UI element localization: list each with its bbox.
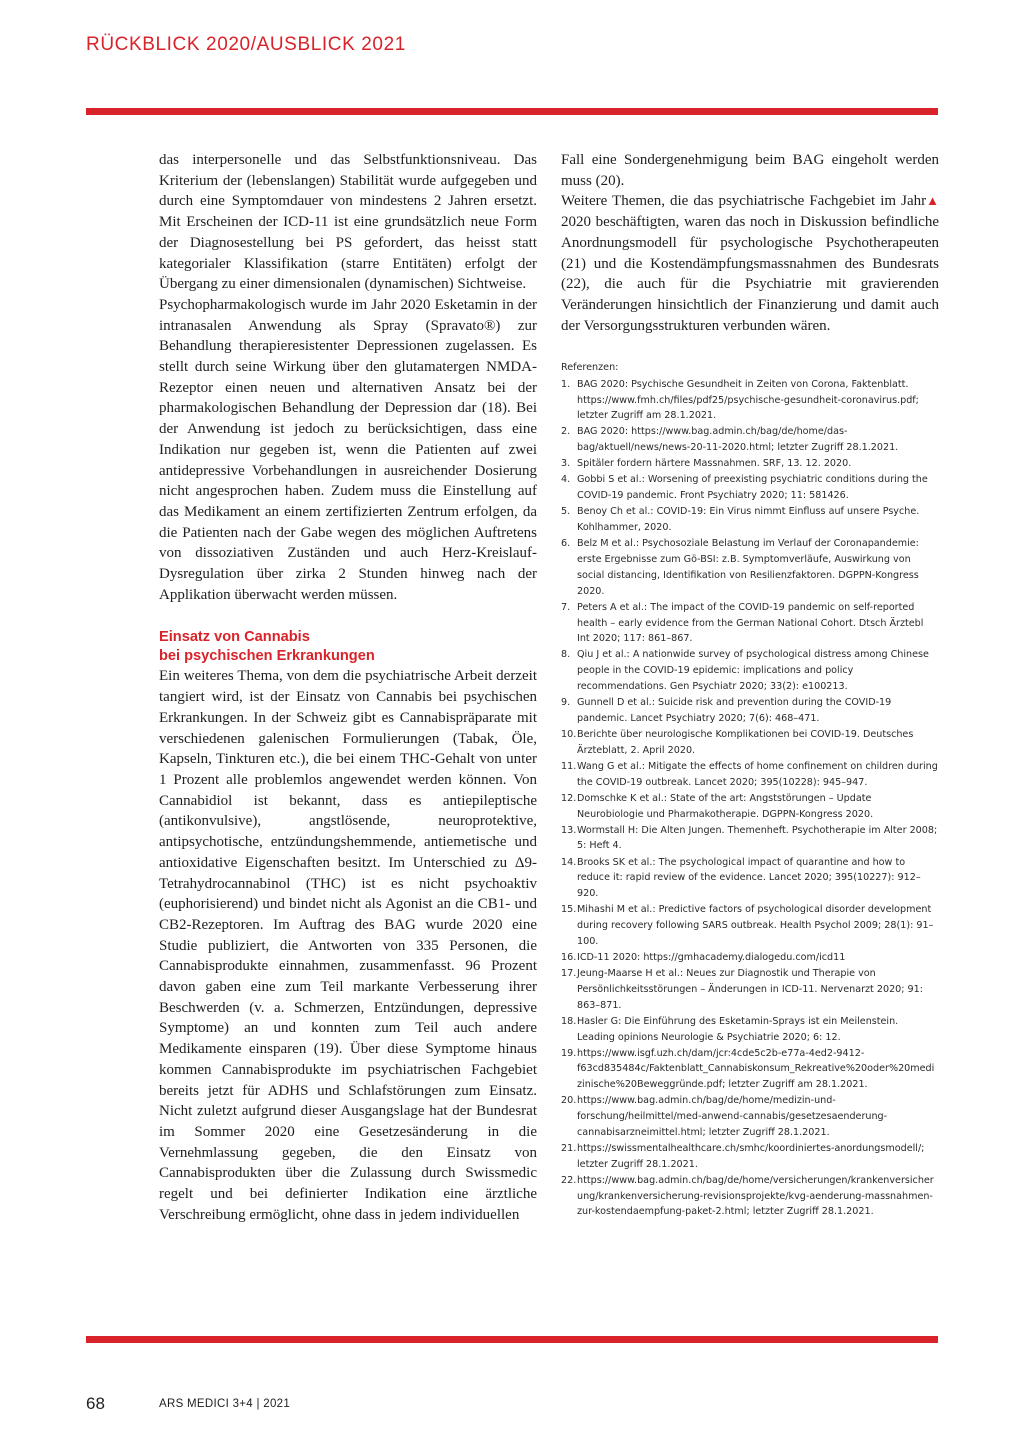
reference-item xyxy=(561,504,939,536)
reference-text: Wormstall H: Die Alten Jungen. Themenheft. Psychotherapie im Alter 2008; 5: Heft 4. xyxy=(577,824,938,852)
footer-rule xyxy=(86,1336,938,1343)
reference-text: Jeung-Maarse H et al.: Neues zur Diagnostik und Therapie von Persönlichkeitsstörungen – Änderungen in ICD-11. Nervenarzt 2020; 91: 863–871. xyxy=(577,968,924,1011)
body-paragraph: Psychopharmakologisch wurde im Jahr 2020 Esketamin in der intranasalen Anwendung als Spray (Spravato®) zur Behandlung therapieresistenter Depressionen zugelassen. Es stellt durch seine Wirkung über den glutamatergen NMDA-Rezeptor einen neuen und alternativen Ansatz bei der pharmakologischen Behandlung der Depression dar (18). Bei der Anwendung ist jedoch zu berücksichtigen, dass eine Indikation nur gegeben ist, wenn die Patienten auf zwei antidepressive Vorbehandlungen in ausreichender Dosierung nicht angesprochen haben. Zudem muss die Einstellung auf das Medikament an einem zertifizierten Zentrum erfolgen, da die Patienten nach der Gabe wegen des möglichen Auftretens von dissoziativen Zuständen und auch Herz-Kreislauf-Dysregulation über zirka 2 Stunden hinweg nach der Applikation überwacht werden müssen. xyxy=(159,296,537,603)
reference-item xyxy=(561,950,939,966)
reference-item xyxy=(561,1014,939,1046)
reference-item xyxy=(561,759,939,791)
reference-number: 22. xyxy=(561,1174,577,1186)
end-marker-icon: ▲ xyxy=(926,193,939,209)
reference-text: Benoy Ch et al.: COVID-19: Ein Virus nimmt Einfluss auf unsere Psyche. Kohlhammer, 2020. xyxy=(577,506,920,534)
body-paragraph: Fall eine Sondergenehmigung beim BAG eingeholt werden muss (20). xyxy=(561,152,939,189)
reference-item xyxy=(561,536,939,599)
reference-text: https://swissmentalhealthcare.ch/smhc/koordiniertes-anordungsmodell/; letzter Zugriff 28.1.2021. xyxy=(577,1142,925,1170)
reference-item xyxy=(561,472,939,504)
reference-number: 13. xyxy=(561,824,577,836)
subheading-line: Einsatz von Cannabis xyxy=(159,629,310,646)
left-column xyxy=(159,150,537,1225)
reference-text: Wang G et al.: Mitigate the effects of home confinement on children during the COVID-19 outbreak. Lancet 2020; 395(10228): 945–947. xyxy=(577,760,938,788)
reference-text: Brooks SK et al.: The psychological impact of quarantine and how to reduce it: rapid review of the evidence. Lancet 2020; 395(10227): 912–920. xyxy=(577,856,921,900)
reference-item xyxy=(561,695,939,727)
reference-text: Qiu J et al.: A nationwide survey of psychological distress among Chinese people in the COVID-19 epidemic: implications and policy recommendations. Gen Psychiatr 2020; 33(2): e100213. xyxy=(577,649,929,693)
references-list xyxy=(561,360,939,1221)
reference-item xyxy=(561,791,939,823)
reference-item xyxy=(561,456,939,472)
body-text: Weitere Themen, die das psychiatrische Fachgebiet im Jahr 2020 beschäftigten, waren das noch in Diskussion befindliche Anordnungsmodell für psychologische Psychotherapeuten (21) und die Kostendämpfungsmassnahmen des Bundesrats (22), die auch für die Psychiatrie mit gravierenden Veränderungen hinsichtlich der Finanzierung und damit auch der Versorgungsstrukturen verbunden wären. xyxy=(561,193,939,334)
reference-text: Domschke K et al.: State of the art: Angststörungen – Update Neurobiologie und Pharmakotherapie. DGPPN-Kongress 2020. xyxy=(577,792,874,820)
reference-text: Peters A et al.: The impact of the COVID-19 pandemic on self-reported health – early evidence from the German National Cohort. Dtsch Ärztebl Int 2020; 117: 861–867. xyxy=(577,601,924,645)
body-paragraph xyxy=(561,191,939,336)
reference-item xyxy=(561,377,939,424)
reference-text: Gunnell D et al.: Suicide risk and prevention during the COVID-19 pandemic. Lancet Psychiatry 2020; 7(6): 468–471. xyxy=(577,697,892,724)
reference-text: Belz M et al.: Psychosoziale Belastung im Verlauf der Coronapandemie: erste Ergebnisse zum Gö-BSI: z.B. Symptomverläufe, Auswirkung von social distancing, Identifikation von Resilienzfaktoren. DGPPN-Kongress 2020. xyxy=(577,538,919,597)
reference-number: 14. xyxy=(561,856,577,868)
reference-number: 10. xyxy=(561,729,577,740)
reference-text: Spitäler fordern härtere Massnahmen. SRF, 13. 12. 2020. xyxy=(577,458,852,470)
header-rule xyxy=(86,108,938,115)
references-title: Referenzen: xyxy=(561,362,619,373)
reference-item xyxy=(561,902,939,949)
reference-number: 18. xyxy=(561,1015,577,1027)
reference-item xyxy=(561,600,939,647)
reference-number: 5. xyxy=(561,506,571,518)
reference-number: 16. xyxy=(561,951,577,963)
reference-number: 12. xyxy=(561,792,577,804)
reference-text: Mihashi M et al.: Predictive factors of psychological disorder development during recovery following SARS outbreak. Health Psychol 2009; 28(1): 91–100. xyxy=(577,904,934,947)
page-number: 68 xyxy=(86,1394,105,1413)
reference-text: Berichte über neurologische Komplikationen bei COVID-19. Deutsches Ärzteblatt, 2. April 2020. xyxy=(577,729,914,756)
reference-text: https://www.bag.admin.ch/bag/de/home/medizin-und-forschung/heilmittel/med-anwend-cannabis/gesetzesaenderung-cannabisarzneimittel.html; letzter Zugriff 28.1.2021. xyxy=(577,1095,888,1138)
body-paragraph: das interpersonelle und das Selbstfunktionsniveau. Das Kriterium der (lebenslangen) Stabilität wurde aufgegeben und durch eine Symptomdauer von mindestens 2 Jahren ersetzt. Mit Erscheinen der ICD-11 ist eine grundsätzlich neue Form der Diagnosestellung bei PS gefordert, das heisst statt kategorialer Klassifikation (starre Entitäten) erfolgt der Übergang zu einer dimensionalen (dynamischen) Sichtweise. xyxy=(159,152,537,293)
body-paragraph: Ein weiteres Thema, von dem die psychiatrische Arbeit derzeit tangiert wird, ist der Einsatz von Cannabis bei psychischen Erkrankungen. In der Schweiz gibt es Cannabispräparate mit verschiedenen galenischen Formulierungen (Tabak, Öle, Kapseln, Tinkturen etc.), die bei einem THC-Gehalt von unter 1 Prozent alle problemlos angewendet werden können. Von Cannabidiol ist bekannt, dass es antiepileptische (antikonvulsive), angstlösende, neuroprotektive, antipsychotische, entzündungshemmende, antiemetische und antioxidative Eigenschaften besitzt. Im Unterschied zu Δ9-Tetrahydrocannabinol (THC) ist es nicht psychoaktiv (euphorisierend) und bindet nicht als Agonist an die CB1- und CB2-Rezeptoren. Im Auftrag des BAG wurde 2020 eine Studie publiziert, die Antworten von 335 Personen, die Cannabisprodukte einnahmen, zusammenfasst. 96 Prozent davon gaben eine zum Teil markante Verbesserung ihrer Beschwerden (v. a. Schmerzen, Entzündungen, depressive Symptome) an und konnten zum Teil auch andere Medikamente einsparen (19). Über diese Symptome hinaus kommen Cannabisprodukte im psychiatrischen Fachgebiet bereits jetzt für ADHS und Schlafstörungen zum Einsatz. Nicht zuletzt aufgrund dieser Ausgangslage hat der Bundesrat im Sommer 2020 eine Gesetzesänderung in die Vernehmlassung gegeben, die den Einsatz von Cannabisprodukten über die Zulassung durch Swissmedic regelt und bei definierter Indikation eine ärztliche Verschreibung ermöglicht, ohne dass in jedem individuellen xyxy=(159,668,537,1223)
reference-items xyxy=(561,377,939,1220)
reference-number: 11. xyxy=(561,760,577,772)
reference-number: 17. xyxy=(561,968,577,980)
reference-item xyxy=(561,823,939,855)
reference-number: 3. xyxy=(561,458,571,470)
reference-item xyxy=(561,424,939,456)
subheading-line: bei psychischen Erkrankungen xyxy=(159,647,375,664)
reference-number: 19. xyxy=(561,1047,577,1059)
reference-text: https://www.isgf.uzh.ch/dam/jcr:4cde5c2b-e77a-4ed2-9412-f63cd835484c/Faktenblatt_Cannabiskonsum_Rekreative%20oder%20medizinische%20Beweggründe.pdf; letzter Zugriff am 28.1.2021. xyxy=(577,1047,935,1091)
reference-text: BAG 2020: Psychische Gesundheit in Zeiten von Corona, Faktenblatt. https://www.fmh.ch/files/pdf25/psychische-gesundheit-coronavirus.pdf; letzter Zugriff am 28.1.2021. xyxy=(577,378,919,422)
reference-number: 1. xyxy=(561,378,571,390)
section-title: RÜCKBLICK 2020/AUSBLICK 2021 xyxy=(86,34,406,55)
reference-text: Gobbi S et al.: Worsening of preexisting psychiatric conditions during the COVID-19 pandemic. Front Psychiatry 2020; 11: 581426. xyxy=(577,474,928,502)
reference-text: Hasler G: Die Einführung des Esketamin-Sprays ist ein Meilenstein. Leading opinions Neurologie & Psychiatrie 2020; 6: 12. xyxy=(577,1015,899,1043)
right-column xyxy=(561,150,939,336)
reference-item xyxy=(561,727,939,759)
reference-number: 21. xyxy=(561,1142,577,1154)
reference-number: 6. xyxy=(561,538,571,550)
reference-number: 2. xyxy=(561,426,571,438)
journal-name: ARS MEDICI 3+4 | 2021 xyxy=(159,1398,291,1410)
section-subheading xyxy=(159,628,537,665)
reference-number: 4. xyxy=(561,474,571,486)
reference-item xyxy=(561,1173,939,1220)
reference-item xyxy=(561,1046,939,1093)
reference-number: 8. xyxy=(561,649,571,661)
reference-item xyxy=(561,1093,939,1140)
reference-text: https://www.bag.admin.ch/bag/de/home/versicherungen/krankenversicherung/krankenversicherung-revisionsprojekte/kvg-aenderung-massnahmen-zur-kostendaempfung-paket-2.html; letzter Zugriff 28.1.2021. xyxy=(577,1174,934,1218)
reference-item xyxy=(561,647,939,694)
reference-number: 15. xyxy=(561,904,577,916)
reference-item xyxy=(561,1141,939,1173)
reference-item xyxy=(561,855,939,902)
reference-text: BAG 2020: https://www.bag.admin.ch/bag/de/home/das-bag/aktuell/news/news-20-11-2020.html; letzter Zugriff 28.1.2021. xyxy=(577,426,899,454)
reference-number: 9. xyxy=(561,697,571,709)
reference-text: ICD-11 2020: https://gmhacademy.dialogedu.com/icd11 xyxy=(577,951,846,963)
reference-number: 7. xyxy=(561,601,571,613)
reference-number: 20. xyxy=(561,1095,577,1107)
reference-item xyxy=(561,966,939,1013)
